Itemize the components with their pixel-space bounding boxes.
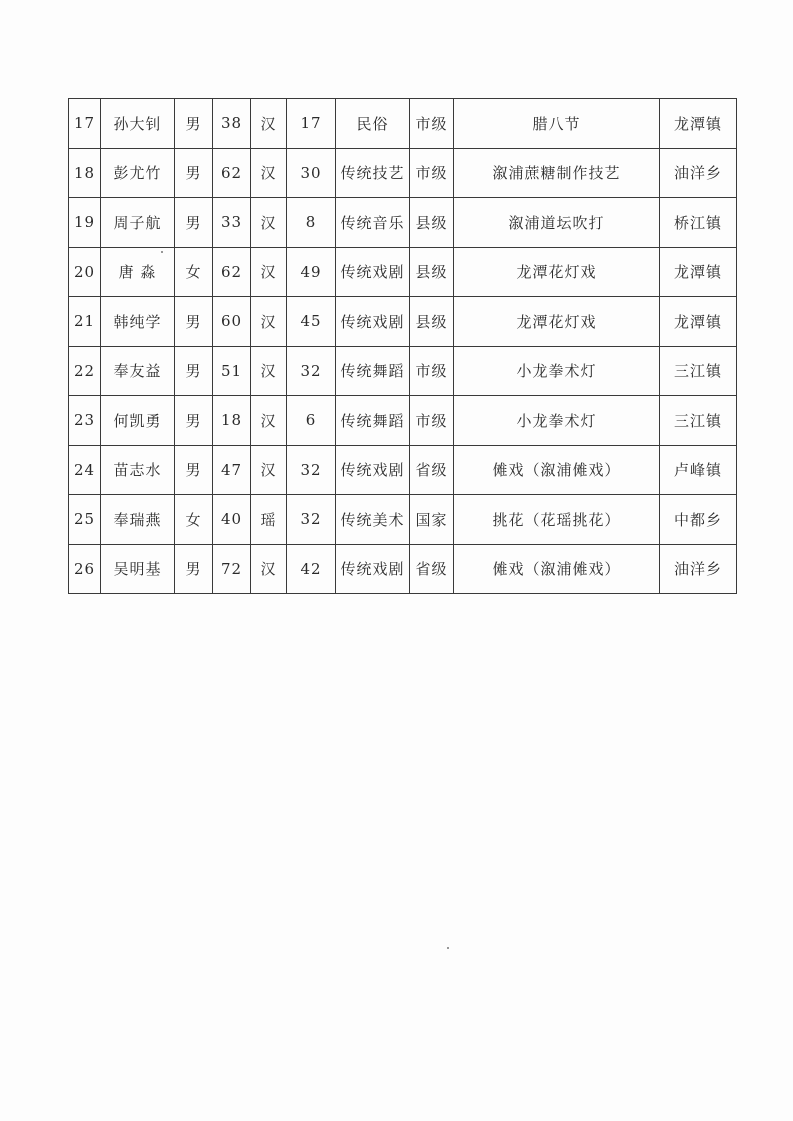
cell-gender: 男 (175, 396, 213, 446)
cell-name: 何凯勇 (101, 396, 175, 446)
cell-gender: 女 (175, 495, 213, 545)
cell-level: 市级 (410, 99, 454, 149)
cell-project: 小龙拳术灯 (454, 346, 660, 396)
cell-ethnicity: 汉 (251, 247, 287, 297)
cell-age: 38 (213, 99, 251, 149)
cell-project: 腊八节 (454, 99, 660, 149)
scan-speck (161, 251, 163, 253)
cell-level: 县级 (410, 297, 454, 347)
cell-gender: 男 (175, 99, 213, 149)
cell-number: 20 (69, 247, 101, 297)
table-row (69, 148, 737, 198)
cell-number: 19 (69, 198, 101, 248)
cell-town: 龙潭镇 (660, 297, 737, 347)
cell-name: 孙大钊 (101, 99, 175, 149)
cell-number: 17 (69, 99, 101, 149)
table-row (69, 346, 737, 396)
cell-level: 市级 (410, 346, 454, 396)
table-row (69, 495, 737, 545)
cell-level: 省级 (410, 544, 454, 594)
table-row (69, 99, 737, 149)
table-row (69, 297, 737, 347)
cell-category: 传统技艺 (336, 148, 410, 198)
cell-town: 油洋乡 (660, 544, 737, 594)
cell-age: 18 (213, 396, 251, 446)
cell-level: 国家 (410, 495, 454, 545)
cell-number: 25 (69, 495, 101, 545)
cell-category: 传统戏剧 (336, 544, 410, 594)
cell-project: 龙潭花灯戏 (454, 247, 660, 297)
cell-town: 龙潭镇 (660, 247, 737, 297)
cell-number: 21 (69, 297, 101, 347)
cell-number: 23 (69, 396, 101, 446)
cell-project: 小龙拳术灯 (454, 396, 660, 446)
cell-ethnicity: 汉 (251, 148, 287, 198)
cell-gender: 男 (175, 297, 213, 347)
cell-age: 47 (213, 445, 251, 495)
cell-gender: 男 (175, 148, 213, 198)
cell-category: 传统戏剧 (336, 445, 410, 495)
table-row (69, 544, 737, 594)
cell-project: 傩戏（溆浦傩戏） (454, 544, 660, 594)
cell-category: 传统戏剧 (336, 247, 410, 297)
cell-category: 传统舞蹈 (336, 346, 410, 396)
cell-age: 51 (213, 346, 251, 396)
cell-level: 省级 (410, 445, 454, 495)
table-row (69, 247, 737, 297)
cell-years: 42 (287, 544, 336, 594)
cell-number: 26 (69, 544, 101, 594)
cell-level: 市级 (410, 396, 454, 446)
cell-category: 传统美术 (336, 495, 410, 545)
cell-name: 韩纯学 (101, 297, 175, 347)
cell-category: 传统戏剧 (336, 297, 410, 347)
cell-ethnicity: 汉 (251, 346, 287, 396)
cell-category: 传统音乐 (336, 198, 410, 248)
cell-years: 6 (287, 396, 336, 446)
cell-gender: 女 (175, 247, 213, 297)
cell-years: 17 (287, 99, 336, 149)
cell-level: 市级 (410, 148, 454, 198)
cell-name: 周子航 (101, 198, 175, 248)
cell-years: 8 (287, 198, 336, 248)
cell-category: 民俗 (336, 99, 410, 149)
cell-age: 62 (213, 247, 251, 297)
table-row (69, 445, 737, 495)
cell-name: 苗志水 (101, 445, 175, 495)
cell-ethnicity: 汉 (251, 396, 287, 446)
cell-age: 33 (213, 198, 251, 248)
cell-project: 溆浦蔗糖制作技艺 (454, 148, 660, 198)
cell-town: 中都乡 (660, 495, 737, 545)
cell-level: 县级 (410, 247, 454, 297)
table-row (69, 198, 737, 248)
table-row (69, 396, 737, 446)
cell-years: 49 (287, 247, 336, 297)
cell-age: 60 (213, 297, 251, 347)
cell-years: 32 (287, 445, 336, 495)
cell-gender: 男 (175, 544, 213, 594)
cell-years: 32 (287, 346, 336, 396)
cell-ethnicity: 汉 (251, 99, 287, 149)
cell-name: 奉瑞燕 (101, 495, 175, 545)
cell-years: 45 (287, 297, 336, 347)
cell-name: 奉友益 (101, 346, 175, 396)
cell-project: 溆浦道坛吹打 (454, 198, 660, 248)
table-body (69, 99, 737, 594)
cell-age: 40 (213, 495, 251, 545)
cell-ethnicity: 汉 (251, 198, 287, 248)
cell-ethnicity: 汉 (251, 445, 287, 495)
cell-age: 62 (213, 148, 251, 198)
cell-town: 三江镇 (660, 346, 737, 396)
cell-age: 72 (213, 544, 251, 594)
scan-speck (447, 947, 449, 949)
cell-gender: 男 (175, 445, 213, 495)
cell-number: 18 (69, 148, 101, 198)
cell-name: 彭尤竹 (101, 148, 175, 198)
cell-category: 传统舞蹈 (336, 396, 410, 446)
cell-project: 龙潭花灯戏 (454, 297, 660, 347)
cell-gender: 男 (175, 346, 213, 396)
cell-years: 30 (287, 148, 336, 198)
inheritor-table (68, 98, 737, 594)
cell-town: 桥江镇 (660, 198, 737, 248)
cell-project: 傩戏（溆浦傩戏） (454, 445, 660, 495)
cell-town: 龙潭镇 (660, 99, 737, 149)
cell-town: 卢峰镇 (660, 445, 737, 495)
cell-level: 县级 (410, 198, 454, 248)
cell-name: 唐 淼 (101, 247, 175, 297)
cell-years: 32 (287, 495, 336, 545)
cell-name: 吴明基 (101, 544, 175, 594)
cell-ethnicity: 汉 (251, 544, 287, 594)
cell-ethnicity: 汉 (251, 297, 287, 347)
cell-number: 24 (69, 445, 101, 495)
cell-project: 挑花（花瑶挑花） (454, 495, 660, 545)
cell-gender: 男 (175, 198, 213, 248)
cell-town: 油洋乡 (660, 148, 737, 198)
cell-town: 三江镇 (660, 396, 737, 446)
cell-ethnicity: 瑶 (251, 495, 287, 545)
cell-number: 22 (69, 346, 101, 396)
